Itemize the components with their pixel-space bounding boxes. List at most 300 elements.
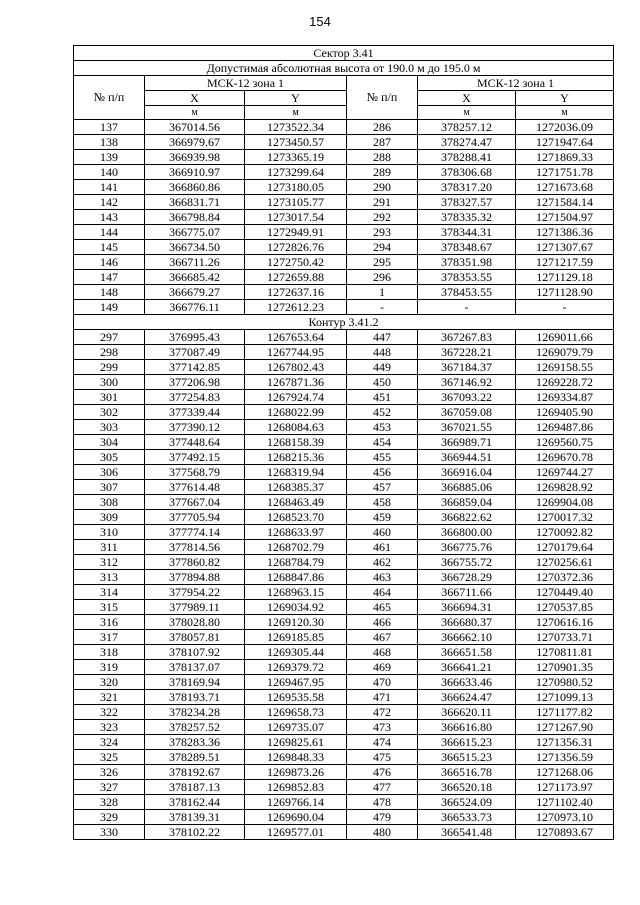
point-num-left-cell: 322: [74, 705, 145, 720]
y-right-cell: 1269011.66: [516, 330, 614, 345]
y-right-cell: 1269334.87: [516, 390, 614, 405]
table-row: [74, 630, 614, 645]
x-right-cell: 378257.12: [418, 120, 516, 135]
point-num-left-cell: 316: [74, 615, 145, 630]
x-right-cell: -: [418, 300, 516, 315]
x-left-cell: 366685.42: [145, 270, 245, 285]
y-right-cell: 1269560.75: [516, 435, 614, 450]
x-left-cell: 377894.88: [145, 570, 245, 585]
point-num-right-cell: 471: [347, 690, 418, 705]
x-left-cell: 366775.07: [145, 225, 245, 240]
y-left-cell: 1269535.58: [245, 690, 347, 705]
y-left-cell: 1269467.95: [245, 675, 347, 690]
table-row: [74, 210, 614, 225]
x-left-cell: 378162.44: [145, 795, 245, 810]
x-left-cell: 378057.81: [145, 630, 245, 645]
point-num-right-cell: 287: [347, 135, 418, 150]
x-right-cell: 378317.20: [418, 180, 516, 195]
point-num-left-cell: 298: [74, 345, 145, 360]
point-num-left-cell: 140: [74, 165, 145, 180]
x-right-cell: 366800.00: [418, 525, 516, 540]
table-row: [74, 810, 614, 825]
table-row: [74, 330, 614, 345]
point-num-left-cell: 139: [74, 150, 145, 165]
point-num-right-cell: 460: [347, 525, 418, 540]
point-num-left-cell: 310: [74, 525, 145, 540]
x-right-cell: 366620.11: [418, 705, 516, 720]
contour-title: Контур 3.41.2: [74, 315, 614, 330]
x-right-cell: 366775.76: [418, 540, 516, 555]
point-num-right-cell: 295: [347, 255, 418, 270]
point-num-left-cell: 302: [74, 405, 145, 420]
y-left-cell: 1273180.05: [245, 180, 347, 195]
y-left-cell: 1269825.61: [245, 735, 347, 750]
y-left-cell: 1273105.77: [245, 195, 347, 210]
point-num-left-cell: 141: [74, 180, 145, 195]
table-row: [74, 195, 614, 210]
point-num-right-cell: 449: [347, 360, 418, 375]
x-right-cell: 366694.31: [418, 600, 516, 615]
table-row: [74, 405, 614, 420]
y-left-cell: 1272612.23: [245, 300, 347, 315]
table-row: [74, 495, 614, 510]
y-right-cell: 1271177.82: [516, 705, 614, 720]
x-left-cell: 378234.28: [145, 705, 245, 720]
point-num-right-cell: 468: [347, 645, 418, 660]
y-right-cell: 1269828.92: [516, 480, 614, 495]
point-num-right-cell: 452: [347, 405, 418, 420]
x-left-cell: 366831.71: [145, 195, 245, 210]
y-left-cell: 1269658.73: [245, 705, 347, 720]
y-left-cell: 1269848.33: [245, 750, 347, 765]
y-left-cell: 1269873.26: [245, 765, 347, 780]
point-num-right-cell: 286: [347, 120, 418, 135]
y-left-cell: 1272659.88: [245, 270, 347, 285]
point-num-right-cell: 469: [347, 660, 418, 675]
height-range-title: Допустимая абсолютная высота от 190.0 м до 195.0 м: [74, 61, 614, 76]
table-row: [74, 390, 614, 405]
point-num-right-cell: 457: [347, 480, 418, 495]
point-num-left-cell: 311: [74, 540, 145, 555]
x-left-cell: 377390.12: [145, 420, 245, 435]
x-right-cell: 366859.04: [418, 495, 516, 510]
x-right-cell: 366755.72: [418, 555, 516, 570]
y-left-cell: 1269852.83: [245, 780, 347, 795]
y-right-cell: 1269670.78: [516, 450, 614, 465]
x-left-cell: 378107.92: [145, 645, 245, 660]
point-num-right-cell: 294: [347, 240, 418, 255]
point-num-left-cell: 143: [74, 210, 145, 225]
x-right-cell: 367184.37: [418, 360, 516, 375]
y-right-cell: 1271584.14: [516, 195, 614, 210]
y-left-cell: 1267744.95: [245, 345, 347, 360]
sector-title: Сектор 3.41: [74, 46, 614, 61]
x-left-cell: 377705.94: [145, 510, 245, 525]
point-num-right-cell: 477: [347, 780, 418, 795]
point-num-right-cell: 472: [347, 705, 418, 720]
y-right-cell: 1270980.52: [516, 675, 614, 690]
y-right-cell: 1271099.13: [516, 690, 614, 705]
x-left-cell: 377339.44: [145, 405, 245, 420]
y-left-cell: 1269305.44: [245, 645, 347, 660]
y-right-cell: 1271504.97: [516, 210, 614, 225]
system-header-left: МСК-12 зона 1: [145, 76, 347, 91]
table-row: [74, 225, 614, 240]
table-row: [74, 645, 614, 660]
point-num-left-cell: 304: [74, 435, 145, 450]
x-right-cell: 378335.32: [418, 210, 516, 225]
x-right-cell: 378353.55: [418, 270, 516, 285]
point-num-left-cell: 320: [74, 675, 145, 690]
point-num-left-cell: 314: [74, 585, 145, 600]
point-num-right-cell: 288: [347, 150, 418, 165]
x-left-cell: 376995.43: [145, 330, 245, 345]
y-header-right: Y: [516, 91, 614, 106]
point-num-right-cell: 453: [347, 420, 418, 435]
y-left-cell: 1268319.94: [245, 465, 347, 480]
table-row: [74, 735, 614, 750]
x-left-cell: 366860.86: [145, 180, 245, 195]
y-right-cell: 1270372.36: [516, 570, 614, 585]
point-num-left-cell: 144: [74, 225, 145, 240]
point-num-left-cell: 318: [74, 645, 145, 660]
table-row: [74, 435, 614, 450]
y-left-cell: 1267802.43: [245, 360, 347, 375]
table-row: [74, 780, 614, 795]
y-left-cell: 1268463.49: [245, 495, 347, 510]
table-row: [74, 420, 614, 435]
table-row: [74, 480, 614, 495]
x-left-cell: 377814.56: [145, 540, 245, 555]
x-left-cell: 377206.98: [145, 375, 245, 390]
y-left-cell: 1268084.63: [245, 420, 347, 435]
point-num-right-cell: 456: [347, 465, 418, 480]
y-left-cell: 1268385.37: [245, 480, 347, 495]
y-left-cell: 1267653.64: [245, 330, 347, 345]
y-right-cell: 1271173.97: [516, 780, 614, 795]
table-row: [74, 750, 614, 765]
table-row: [74, 375, 614, 390]
y-right-cell: 1271217.59: [516, 255, 614, 270]
x-right-cell: 366615.23: [418, 735, 516, 750]
table-row: [74, 585, 614, 600]
point-num-right-cell: 470: [347, 675, 418, 690]
x-left-cell: 378137.07: [145, 660, 245, 675]
x-right-cell: 378348.67: [418, 240, 516, 255]
point-num-right-cell: 448: [347, 345, 418, 360]
y-right-cell: 1271869.33: [516, 150, 614, 165]
x-right-cell: 366989.71: [418, 435, 516, 450]
point-num-left-cell: 317: [74, 630, 145, 645]
point-num-left-cell: 297: [74, 330, 145, 345]
table-row: [74, 795, 614, 810]
x-left-cell: 377954.22: [145, 585, 245, 600]
point-num-left-cell: 137: [74, 120, 145, 135]
sector-rows: [74, 120, 614, 315]
x-left-cell: 377667.04: [145, 495, 245, 510]
table-row: [74, 300, 614, 315]
point-num-right-cell: 461: [347, 540, 418, 555]
table-row: [74, 765, 614, 780]
y-right-cell: 1269228.72: [516, 375, 614, 390]
table-row: [74, 255, 614, 270]
point-num-right-cell: 454: [347, 435, 418, 450]
point-num-right-cell: 458: [347, 495, 418, 510]
y-header-left: Y: [245, 91, 347, 106]
x-right-cell: 366651.58: [418, 645, 516, 660]
table-row: [74, 615, 614, 630]
point-num-left-cell: 303: [74, 420, 145, 435]
x-left-cell: 366798.84: [145, 210, 245, 225]
y-right-cell: 1271947.64: [516, 135, 614, 150]
point-num-right-cell: 463: [347, 570, 418, 585]
x-unit-right: м: [418, 106, 516, 120]
x-left-cell: 378187.13: [145, 780, 245, 795]
y-left-cell: 1269379.72: [245, 660, 347, 675]
table-row: [74, 600, 614, 615]
point-num-right-cell: 465: [347, 600, 418, 615]
y-left-cell: 1273017.54: [245, 210, 347, 225]
table-row: [74, 555, 614, 570]
point-num-left-cell: 306: [74, 465, 145, 480]
table-row: [74, 135, 614, 150]
x-right-cell: 366524.09: [418, 795, 516, 810]
y-left-cell: 1267871.36: [245, 375, 347, 390]
x-right-cell: 366885.06: [418, 480, 516, 495]
y-left-cell: 1268523.70: [245, 510, 347, 525]
x-right-cell: 366680.37: [418, 615, 516, 630]
x-right-cell: 367228.21: [418, 345, 516, 360]
x-right-cell: 366728.29: [418, 570, 516, 585]
point-num-right-cell: 289: [347, 165, 418, 180]
y-right-cell: 1270179.64: [516, 540, 614, 555]
y-left-cell: 1268633.97: [245, 525, 347, 540]
y-right-cell: 1270811.81: [516, 645, 614, 660]
point-num-left-cell: 321: [74, 690, 145, 705]
point-num-right-cell: 467: [347, 630, 418, 645]
point-num-left-cell: 329: [74, 810, 145, 825]
point-num-left-cell: 328: [74, 795, 145, 810]
x-left-cell: 377860.82: [145, 555, 245, 570]
y-right-cell: 1270017.32: [516, 510, 614, 525]
coordinates-table: [73, 45, 614, 840]
y-left-cell: 1268022.99: [245, 405, 347, 420]
point-num-left-cell: 308: [74, 495, 145, 510]
table-row: [74, 150, 614, 165]
point-num-right-cell: 1: [347, 285, 418, 300]
num-header-right: № п/п: [347, 76, 418, 120]
point-num-left-cell: 319: [74, 660, 145, 675]
y-right-cell: 1270256.61: [516, 555, 614, 570]
x-right-cell: 366541.48: [418, 825, 516, 840]
system-header-right: МСК-12 зона 1: [418, 76, 614, 91]
y-right-cell: 1269744.27: [516, 465, 614, 480]
x-left-cell: 377774.14: [145, 525, 245, 540]
y-right-cell: 1271268.06: [516, 765, 614, 780]
y-right-cell: 1270616.16: [516, 615, 614, 630]
point-num-left-cell: 325: [74, 750, 145, 765]
point-num-left-cell: 147: [74, 270, 145, 285]
point-num-right-cell: 296: [347, 270, 418, 285]
y-right-cell: 1271307.67: [516, 240, 614, 255]
y-left-cell: 1268784.79: [245, 555, 347, 570]
x-right-cell: 366711.66: [418, 585, 516, 600]
x-left-cell: 366910.97: [145, 165, 245, 180]
y-left-cell: 1268847.86: [245, 570, 347, 585]
y-unit-right: м: [516, 106, 614, 120]
x-left-cell: 366776.11: [145, 300, 245, 315]
x-right-cell: 378351.98: [418, 255, 516, 270]
point-num-left-cell: 301: [74, 390, 145, 405]
x-left-cell: 377989.11: [145, 600, 245, 615]
y-right-cell: 1270092.82: [516, 525, 614, 540]
y-left-cell: 1268702.79: [245, 540, 347, 555]
point-num-left-cell: 305: [74, 450, 145, 465]
table-row: [74, 120, 614, 135]
table-row: [74, 570, 614, 585]
y-right-cell: 1270537.85: [516, 600, 614, 615]
y-right-cell: 1271129.18: [516, 270, 614, 285]
table-row: [74, 465, 614, 480]
y-left-cell: 1269766.14: [245, 795, 347, 810]
x-header-left: X: [145, 91, 245, 106]
x-left-cell: 377614.48: [145, 480, 245, 495]
y-right-cell: 1271386.36: [516, 225, 614, 240]
x-right-cell: 366533.73: [418, 810, 516, 825]
point-num-left-cell: 313: [74, 570, 145, 585]
x-right-cell: 366641.21: [418, 660, 516, 675]
x-left-cell: 377142.85: [145, 360, 245, 375]
y-left-cell: 1273522.34: [245, 120, 347, 135]
point-num-right-cell: 459: [347, 510, 418, 525]
y-left-cell: 1273365.19: [245, 150, 347, 165]
point-num-left-cell: 142: [74, 195, 145, 210]
y-right-cell: 1270893.67: [516, 825, 614, 840]
point-num-left-cell: 323: [74, 720, 145, 735]
y-right-cell: 1271267.90: [516, 720, 614, 735]
y-left-cell: 1269577.01: [245, 825, 347, 840]
x-left-cell: 366939.98: [145, 150, 245, 165]
y-right-cell: 1272036.09: [516, 120, 614, 135]
point-num-left-cell: 326: [74, 765, 145, 780]
point-num-right-cell: 475: [347, 750, 418, 765]
y-right-cell: 1271751.78: [516, 165, 614, 180]
x-right-cell: 367093.22: [418, 390, 516, 405]
x-right-cell: 378327.57: [418, 195, 516, 210]
x-left-cell: 377448.64: [145, 435, 245, 450]
table-row: [74, 690, 614, 705]
x-left-cell: 377568.79: [145, 465, 245, 480]
table-row: [74, 285, 614, 300]
table-row: [74, 510, 614, 525]
point-num-left-cell: 307: [74, 480, 145, 495]
x-left-cell: 367014.56: [145, 120, 245, 135]
point-num-right-cell: 478: [347, 795, 418, 810]
y-left-cell: 1269690.04: [245, 810, 347, 825]
point-num-right-cell: 290: [347, 180, 418, 195]
x-left-cell: 378193.71: [145, 690, 245, 705]
x-left-cell: 378169.94: [145, 675, 245, 690]
point-num-left-cell: 138: [74, 135, 145, 150]
point-num-right-cell: 292: [347, 210, 418, 225]
x-right-cell: 367059.08: [418, 405, 516, 420]
y-left-cell: 1268963.15: [245, 585, 347, 600]
y-right-cell: 1269487.86: [516, 420, 614, 435]
x-left-cell: 378192.67: [145, 765, 245, 780]
x-left-cell: 377087.49: [145, 345, 245, 360]
x-right-cell: 366515.23: [418, 750, 516, 765]
x-right-cell: 378288.41: [418, 150, 516, 165]
point-num-right-cell: 464: [347, 585, 418, 600]
x-right-cell: 366944.51: [418, 450, 516, 465]
x-right-cell: 366516.78: [418, 765, 516, 780]
y-right-cell: 1271673.68: [516, 180, 614, 195]
x-right-cell: 367267.83: [418, 330, 516, 345]
table-row: [74, 240, 614, 255]
y-right-cell: 1269904.08: [516, 495, 614, 510]
table-row: [74, 705, 614, 720]
x-right-cell: 367146.92: [418, 375, 516, 390]
y-left-cell: 1273299.64: [245, 165, 347, 180]
x-left-cell: 378283.36: [145, 735, 245, 750]
table-row: [74, 180, 614, 195]
y-unit-left: м: [245, 106, 347, 120]
table-row: [74, 825, 614, 840]
x-right-cell: 366916.04: [418, 465, 516, 480]
x-right-cell: 366624.47: [418, 690, 516, 705]
y-right-cell: -: [516, 300, 614, 315]
point-num-right-cell: 466: [347, 615, 418, 630]
point-num-right-cell: 473: [347, 720, 418, 735]
y-right-cell: 1270733.71: [516, 630, 614, 645]
y-right-cell: 1270973.10: [516, 810, 614, 825]
y-right-cell: 1269079.79: [516, 345, 614, 360]
x-left-cell: 378102.22: [145, 825, 245, 840]
x-right-cell: 366520.18: [418, 780, 516, 795]
point-num-right-cell: 291: [347, 195, 418, 210]
point-num-right-cell: 474: [347, 735, 418, 750]
y-left-cell: 1272949.91: [245, 225, 347, 240]
x-right-cell: 378274.47: [418, 135, 516, 150]
table-row: [74, 525, 614, 540]
y-left-cell: 1269034.92: [245, 600, 347, 615]
table-row: [74, 345, 614, 360]
point-num-left-cell: 148: [74, 285, 145, 300]
point-num-left-cell: 299: [74, 360, 145, 375]
y-left-cell: 1272637.16: [245, 285, 347, 300]
point-num-left-cell: 315: [74, 600, 145, 615]
x-right-cell: 366822.62: [418, 510, 516, 525]
point-num-right-cell: 480: [347, 825, 418, 840]
y-left-cell: 1267924.74: [245, 390, 347, 405]
table-row: [74, 165, 614, 180]
y-left-cell: 1272750.42: [245, 255, 347, 270]
point-num-left-cell: 309: [74, 510, 145, 525]
point-num-right-cell: 451: [347, 390, 418, 405]
point-num-right-cell: 479: [347, 810, 418, 825]
point-num-right-cell: 462: [347, 555, 418, 570]
x-header-right: X: [418, 91, 516, 106]
x-left-cell: 377254.83: [145, 390, 245, 405]
x-left-cell: 378289.51: [145, 750, 245, 765]
y-right-cell: 1271356.59: [516, 750, 614, 765]
table-row: [74, 360, 614, 375]
point-num-right-cell: 455: [347, 450, 418, 465]
y-right-cell: 1269158.55: [516, 360, 614, 375]
contour-rows: [74, 330, 614, 840]
x-left-cell: 366679.27: [145, 285, 245, 300]
page-number: 154: [309, 14, 331, 29]
